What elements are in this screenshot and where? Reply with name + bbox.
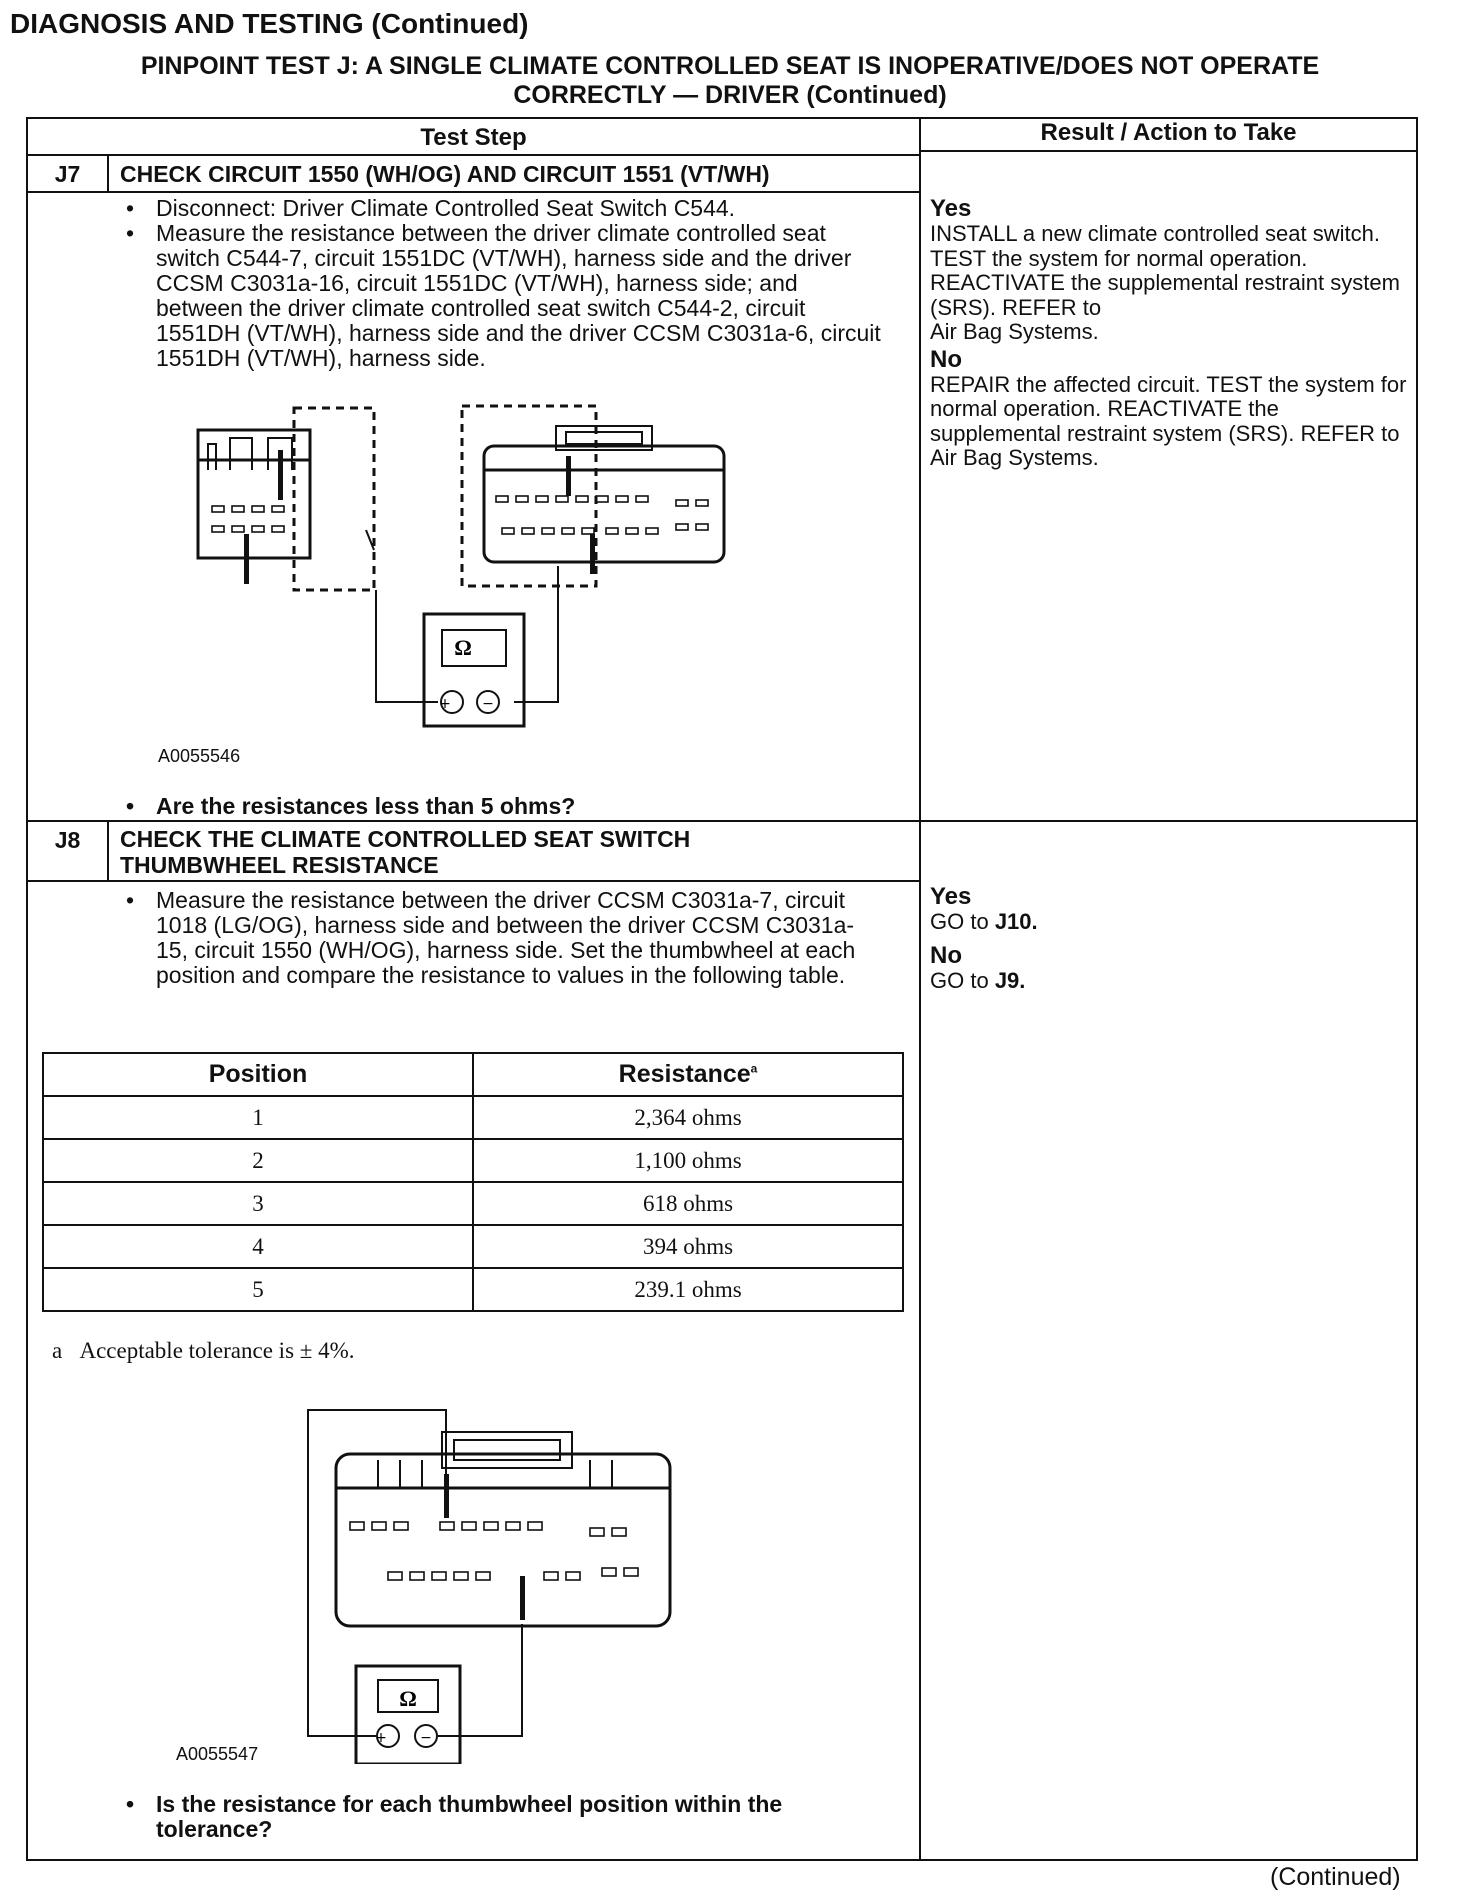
- result-no-label: No: [930, 345, 962, 373]
- table-row: 5 239.1 ohms: [43, 1268, 903, 1311]
- column-header-position: Position: [43, 1053, 473, 1096]
- column-header-resistance: Resistance$^a$: [473, 1053, 903, 1096]
- ohm-symbol: Ω: [399, 1686, 417, 1711]
- table-header-row: [43, 1053, 903, 1096]
- instruction-item: • Measure the resistance between the driver CCSM C3031a-7, circuit 1018 (LG/OG), harness side and between the driver CCSM C3031a-15, circuit 1550 (WH/OG), harness side. Set the thumbwheel at each position and compare the resistance to values in the following table.: [114, 888, 884, 988]
- step-id-j8: J8: [54, 827, 81, 853]
- step-id-j7: J7: [54, 161, 81, 187]
- svg-text:−: −: [420, 1730, 432, 1746]
- table-row: 3 618 ohms: [43, 1182, 903, 1225]
- instruction-item: • Disconnect: Driver Climate Controlled Seat Switch C544.: [114, 196, 884, 221]
- step-title-j8: CHECK THE CLIMATE CONTROLLED SEAT SWITCH THUMBWHEEL RESISTANCE: [120, 826, 691, 878]
- svg-text:+: +: [439, 696, 451, 712]
- figure-id-j7: A0055546: [158, 746, 241, 766]
- result-yes-text: INSTALL a new climate controlled seat switch. TEST the system for normal operation. REACTIVATE the supplemental restraint system (SRS). REFER to: [930, 221, 1400, 320]
- question-j7: • Are the resistances less than 5 ohms?: [114, 794, 894, 819]
- wiring-diagram-j8: [300, 1404, 680, 1764]
- result-j7: [930, 196, 1410, 471]
- result-yes-ref: Air Bag Systems.: [930, 319, 1099, 344]
- wiring-diagram-j7: [190, 400, 740, 740]
- result-no-text: GO to J9.: [930, 967, 1026, 993]
- pinpoint-test-title: PINPOINT TEST J: A SINGLE CLIMATE CONTROLLED SEAT IS INOPERATIVE/DOES NOT OPERATE CORRECTLY — DRIVER (Continued): [140, 52, 1320, 109]
- figure-id-j8: A0055547: [176, 1744, 259, 1764]
- continued-note: (Continued): [1270, 1863, 1401, 1891]
- result-yes-text: GO to J10.: [930, 909, 1038, 934]
- result-j8: [930, 884, 1410, 993]
- svg-text:−: −: [482, 696, 494, 712]
- instruction-item: • Measure the resistance between the driver climate controlled seat switch C544-7, circuit 1551DC (VT/WH), harness side and the driver CCSM C3031a-16, circuit 1551DC (VT/WH), harness side; and between the driver climate controlled seat switch C544-2, circuit 1551DH (VT/WH), harness side and the driver CCSM C3031a-6, circuit 1551DH (VT/WH), harness side.: [114, 221, 884, 371]
- svg-text:+: +: [375, 1730, 387, 1746]
- table-row: 2 1,100 ohms: [43, 1139, 903, 1182]
- page-title: DIAGNOSIS AND TESTING (Continued): [10, 8, 529, 39]
- table-row: 4 394 ohms: [43, 1225, 903, 1268]
- resistance-table: [42, 1052, 904, 1312]
- result-yes-label: Yes: [930, 883, 972, 910]
- result-no-text: REPAIR the affected circuit. TEST the system for normal operation. REACTIVATE the supplemental restraint system (SRS). REFER to Air Bag Systems.: [930, 371, 1407, 470]
- table-footnote: a Acceptable tolerance is ± 4%.: [52, 1338, 355, 1363]
- column-header-test-step: Test Step: [420, 124, 527, 151]
- step-title-j7: CHECK CIRCUIT 1550 (WH/OG) AND CIRCUIT 1551 (VT/WH): [120, 161, 770, 187]
- result-no-label: No: [930, 941, 962, 969]
- result-yes-label: Yes: [930, 195, 972, 222]
- step-instructions-j8: [114, 888, 884, 988]
- table-row: 1 2,364 ohms: [43, 1096, 903, 1139]
- step-instructions-j7: [114, 196, 884, 371]
- column-header-result: Result / Action to Take: [1040, 119, 1297, 146]
- question-j8: • Is the resistance for each thumbwheel position within the tolerance?: [114, 1792, 894, 1842]
- ohm-symbol: Ω: [454, 635, 472, 660]
